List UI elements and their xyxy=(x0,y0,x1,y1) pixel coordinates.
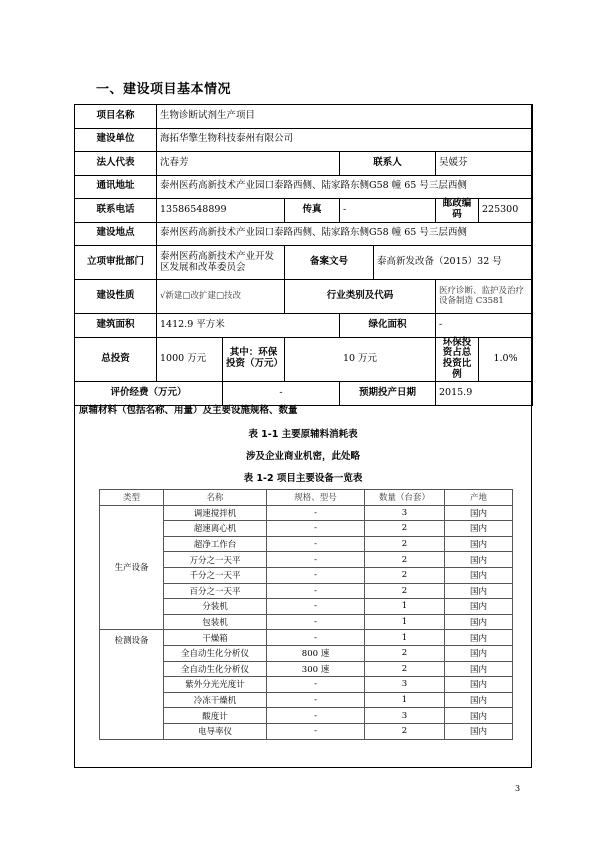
legal-value: 沈春芳 xyxy=(157,152,340,176)
area-label: 建筑面积 xyxy=(75,314,157,338)
column-header: 名称 xyxy=(164,490,267,506)
equipment-origin: 国内 xyxy=(445,583,513,599)
equipment-name: 全自动生化分析仪 xyxy=(164,661,267,677)
equipment-name: 超速离心机 xyxy=(164,521,267,537)
phone-label: 联系电话 xyxy=(75,199,157,223)
green-value: - xyxy=(436,314,533,338)
equipment-name: 调速搅拌机 xyxy=(164,505,267,521)
equipment-origin: 国内 xyxy=(445,599,513,615)
equipment-origin: 国内 xyxy=(445,692,513,708)
eval-cost-value: - xyxy=(223,382,340,406)
area-value: 1412.9 平方米 xyxy=(157,314,340,338)
table-row xyxy=(75,314,533,338)
approval-label: 立项审批部门 xyxy=(75,246,157,280)
equipment-spec: 300 速 xyxy=(267,661,365,677)
equipment-qty: 3 xyxy=(365,505,445,521)
equipment-qty: 2 xyxy=(365,521,445,537)
equipment-origin: 国内 xyxy=(445,677,513,693)
env-ratio-value: 1.0% xyxy=(479,337,533,382)
equipment-qty: 2 xyxy=(365,536,445,552)
equipment-qty: 2 xyxy=(365,661,445,677)
table-row xyxy=(75,105,533,129)
equipment-origin: 国内 xyxy=(445,630,513,646)
column-header: 类型 xyxy=(100,490,164,506)
env-ratio-label: 环保投资占总投资比例 xyxy=(436,337,479,382)
equipment-origin: 国内 xyxy=(445,552,513,568)
start-date-value: 2015.9 xyxy=(436,382,533,406)
equipment-qty: 2 xyxy=(365,583,445,599)
project-name-value: 生物诊断试剂生产项目 xyxy=(157,105,533,129)
equipment-spec: - xyxy=(267,614,365,630)
equipment-name: 分装机 xyxy=(164,599,267,615)
nature-value: √新建□改扩建□技改 xyxy=(157,280,285,314)
equipment-name: 超净工作台 xyxy=(164,536,267,552)
equipment-name: 冷冻干燥机 xyxy=(164,692,267,708)
section-title: 一、建设项目基本情况 xyxy=(96,82,232,97)
equipment-qty: 2 xyxy=(365,645,445,661)
equipment-spec: - xyxy=(267,552,365,568)
equipment-origin: 国内 xyxy=(445,536,513,552)
equipment-qty: 1 xyxy=(365,614,445,630)
equipment-name: 紫外分光光度计 xyxy=(164,677,267,693)
nature-label: 建设性质 xyxy=(75,280,157,314)
equipment-origin: 国内 xyxy=(445,723,513,739)
equipment-qty: 2 xyxy=(365,723,445,739)
table-row xyxy=(75,246,533,280)
equipment-name: 酸度计 xyxy=(164,708,267,724)
group-cell-testing: 检测设备 xyxy=(100,630,164,739)
equipment-spec: - xyxy=(267,677,365,693)
phone-value: 13586548899 xyxy=(157,199,285,223)
equipment-origin: 国内 xyxy=(445,505,513,521)
equipment-qty: 2 xyxy=(365,552,445,568)
equipment-qty: 1 xyxy=(365,630,445,646)
table-row xyxy=(75,152,533,176)
equipment-spec: - xyxy=(267,521,365,537)
site-label: 建设地点 xyxy=(75,222,157,246)
filing-label: 备案文号 xyxy=(285,246,374,280)
equipment-name: 包装机 xyxy=(164,614,267,630)
equipment-origin: 国内 xyxy=(445,708,513,724)
equipment-qty: 3 xyxy=(365,677,445,693)
industry-label: 行业类别及代码 xyxy=(285,280,436,314)
equipment-spec: - xyxy=(267,708,365,724)
project-name-label: 项目名称 xyxy=(75,105,157,129)
fax-value: - xyxy=(340,199,436,223)
equipment-name: 千分之一天平 xyxy=(164,567,267,583)
page-number: 3 xyxy=(515,784,521,793)
equipment-spec: - xyxy=(267,536,365,552)
green-label: 绿化面积 xyxy=(340,314,436,338)
equipment-qty: 3 xyxy=(365,708,445,724)
column-header: 规格、型号 xyxy=(267,490,365,506)
table-row xyxy=(75,280,533,314)
equipment-qty: 2 xyxy=(365,567,445,583)
equipment-spec: - xyxy=(267,599,365,615)
equipment-name: 干燥箱 xyxy=(164,630,267,646)
materials-heading: 原辅材料（包括名称、用量）及主要设施规格、数量 xyxy=(79,405,298,416)
equipment-spec: - xyxy=(267,505,365,521)
start-date-label: 预期投产日期 xyxy=(340,382,436,406)
unit-value: 海拓华擎生物科技泰州有限公司 xyxy=(157,128,533,152)
table-row xyxy=(100,505,513,521)
equipment-table xyxy=(99,489,513,740)
eval-cost-label: 评价经费（万元） xyxy=(75,382,223,406)
table-header-row xyxy=(100,490,513,506)
table1-caption: 表 1-1 主要原辅料消耗表 xyxy=(248,429,358,440)
table2-caption: 表 1-2 项目主要设备一览表 xyxy=(243,473,363,484)
equipment-spec: - xyxy=(267,630,365,646)
equipment-name: 全自动生化分析仪 xyxy=(164,645,267,661)
equipment-spec: - xyxy=(267,723,365,739)
equipment-qty: 1 xyxy=(365,692,445,708)
equipment-spec: - xyxy=(267,583,365,599)
column-header: 数量（台套） xyxy=(365,490,445,506)
equipment-spec: 800 速 xyxy=(267,645,365,661)
unit-label: 建设单位 xyxy=(75,128,157,152)
equipment-origin: 国内 xyxy=(445,614,513,630)
table-row xyxy=(75,175,533,199)
table-row xyxy=(100,630,513,646)
table-row xyxy=(75,128,533,152)
address-value: 泰州医药高新技术产业园口泰路西侧、陆家路东侧G58 幢 65 号三层西侧 xyxy=(157,175,533,199)
table-row xyxy=(75,199,533,223)
contact-label: 联系人 xyxy=(340,152,436,176)
env-invest-label: 其中：环保投资（万元） xyxy=(223,337,285,382)
equipment-origin: 国内 xyxy=(445,521,513,537)
equipment-qty: 1 xyxy=(365,599,445,615)
investment-label: 总投资 xyxy=(75,337,157,382)
site-value: 泰州医药高新技术产业园口泰路西侧、陆家路东侧G58 幢 65 号三层西侧 xyxy=(157,222,533,246)
equipment-origin: 国内 xyxy=(445,645,513,661)
table-row xyxy=(75,222,533,246)
env-invest-value: 10 万元 xyxy=(285,337,436,382)
equipment-name: 电导率仪 xyxy=(164,723,267,739)
equipment-spec: - xyxy=(267,692,365,708)
confidential-note: 涉及企业商业机密，此处略 xyxy=(245,451,360,462)
equipment-origin: 国内 xyxy=(445,567,513,583)
equipment-name: 百分之一天平 xyxy=(164,583,267,599)
investment-value: 1000 万元 xyxy=(157,337,223,382)
basic-info-table xyxy=(74,104,533,406)
contact-value: 吴媛芬 xyxy=(436,152,533,176)
approval-value: 泰州医药高新技术产业开发区发展和改革委员会 xyxy=(157,246,285,280)
industry-value: 医疗诊断、监护及治疗设备制造 C3581 xyxy=(436,280,533,314)
equipment-spec: - xyxy=(267,567,365,583)
address-label: 通讯地址 xyxy=(75,175,157,199)
group-cell-production: 生产设备 xyxy=(100,505,164,630)
zip-value: 225300 xyxy=(479,199,533,223)
legal-label: 法人代表 xyxy=(75,152,157,176)
fax-label: 传真 xyxy=(285,199,340,223)
equipment-name: 万分之一天平 xyxy=(164,552,267,568)
equipment-origin: 国内 xyxy=(445,661,513,677)
zip-label: 邮政编码 xyxy=(436,199,479,223)
table-row xyxy=(75,337,533,382)
filing-value: 泰高新发改备（2015）32 号 xyxy=(374,246,533,280)
column-header: 产地 xyxy=(445,490,513,506)
